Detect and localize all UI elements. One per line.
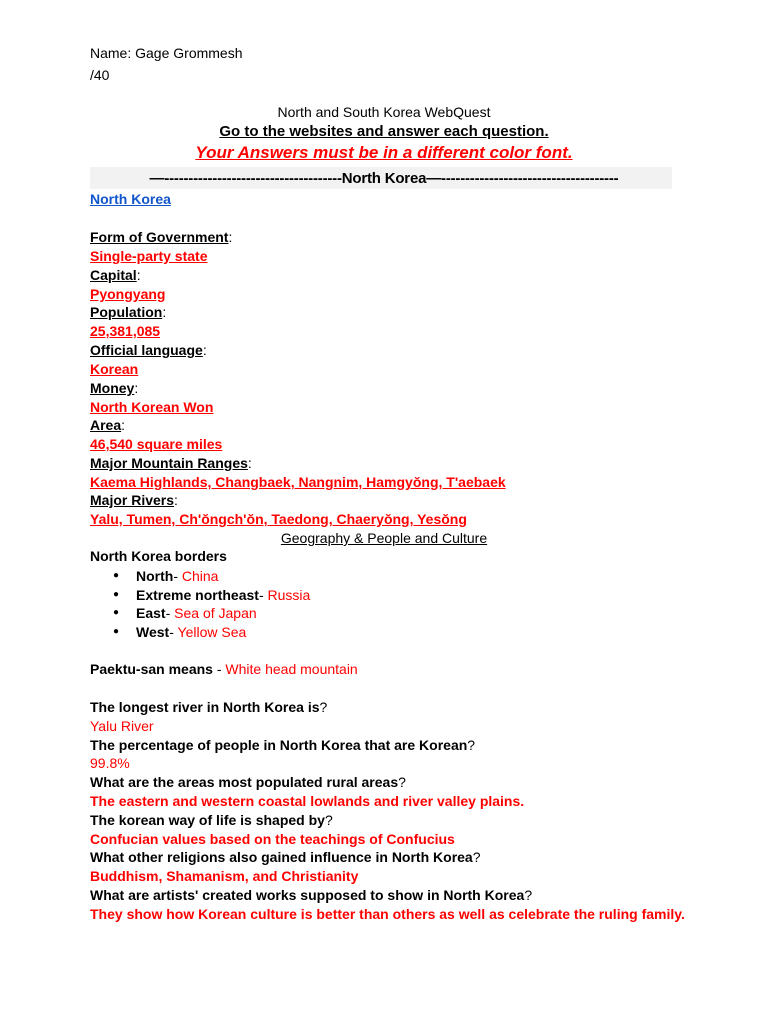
fact-label-money <box>90 379 138 397</box>
border-answer: Yellow Sea <box>177 624 247 640</box>
fact-suffix: : <box>228 229 233 245</box>
question-mark: ? <box>472 849 481 865</box>
fact-answer-money: North Korean Won <box>90 399 214 415</box>
fact-label: Official language <box>90 342 203 358</box>
fact-label: Population <box>90 304 163 320</box>
fact-label-language <box>90 341 207 359</box>
question-percentage-korean <box>90 736 475 754</box>
fact-answer-government: Single-party state <box>90 248 208 264</box>
border-sep: - <box>165 605 175 621</box>
answer-religions: Buddhism, Shamanism, and Christianity <box>90 868 359 884</box>
color-note: Your Answers must be in a different color font. <box>195 143 573 162</box>
section-divider: —-------------------------------------North Korea—------------------------------------- <box>149 170 619 187</box>
fact-label-capital <box>90 266 141 284</box>
question-text: What other religions also gained influence in North Korea <box>90 849 473 865</box>
border-sep: - <box>258 587 268 603</box>
fact-answer-population: 25,381,085 <box>90 323 161 339</box>
student-name: Name: Gage Grommesh <box>90 45 243 61</box>
fact-suffix: : <box>174 492 178 508</box>
north-korea-link[interactable]: North Korea <box>90 191 171 207</box>
bullet-icon: ● <box>113 589 120 600</box>
fact-suffix: : <box>121 417 126 433</box>
border-sep: - <box>169 624 178 640</box>
border-direction: North <box>136 568 174 584</box>
question-mark: ? <box>324 812 333 828</box>
fact-label-population <box>90 303 166 321</box>
question-text: The percentage of people in North Korea that are Korean <box>90 737 468 753</box>
fact-suffix: : <box>134 380 139 396</box>
geography-heading <box>0 529 768 547</box>
question-text: What are artists' created works supposed to show in North Korea <box>90 887 525 903</box>
border-item-east <box>136 604 257 622</box>
question-text: What are the areas most populated rural areas <box>90 774 399 790</box>
fact-label-rivers <box>90 491 178 509</box>
fact-answer-language: Korean <box>90 361 139 377</box>
fact-answer-rivers: Yalu, Tumen, Ch'ŏngch'ŏn, Taedong, Chaeryŏng, Yesŏng <box>90 511 467 527</box>
paektu-sep: - <box>212 661 226 677</box>
score-field: /40 <box>90 67 110 83</box>
paektu-line <box>90 660 358 678</box>
document-title: North and South Korea WebQuest <box>277 104 491 120</box>
answer-way-of-life: Confucian values based on the teachings of Confucius <box>90 831 455 847</box>
answer-percentage-korean: 99.8% <box>90 755 130 771</box>
fact-label-government <box>90 228 232 246</box>
border-item-west <box>136 623 246 641</box>
fact-suffix: : <box>162 304 167 320</box>
question-way-of-life <box>90 811 333 829</box>
border-answer: Sea of Japan <box>174 605 257 621</box>
border-direction: West <box>136 624 170 640</box>
answer-artists: They show how Korean culture is better than others as well as celebrate the ruling family. <box>90 906 685 922</box>
bullet-icon: ● <box>113 607 120 618</box>
answer-longest-river: Yalu River <box>90 718 154 734</box>
fact-label: Major Rivers <box>90 492 175 508</box>
question-mark: ? <box>467 737 476 753</box>
fact-label: Money <box>90 380 135 396</box>
question-artists <box>90 886 532 904</box>
question-religions <box>90 848 481 866</box>
answer-rural-areas: The eastern and western coastal lowlands and river valley plains. <box>90 793 525 809</box>
question-text: The korean way of life is shaped by <box>90 812 325 828</box>
paektu-answer: White head mountain <box>225 661 358 677</box>
border-direction: Extreme northeast <box>136 587 259 603</box>
border-direction: East <box>136 605 166 621</box>
border-sep: - <box>173 568 182 584</box>
fact-answer-mountains: Kaema Highlands, Changbaek, Nangnim, Hamgyŏng, T'aebaek <box>90 474 506 490</box>
fact-label: Form of Government <box>90 229 229 245</box>
borders-label: North Korea borders <box>90 548 227 564</box>
fact-label-mountains <box>90 454 252 472</box>
fact-answer-area: 46,540 square miles <box>90 436 223 452</box>
question-longest-river <box>90 698 327 716</box>
border-answer: China <box>181 568 219 584</box>
geography-heading-text: Geography & People and Culture <box>280 530 488 546</box>
fact-suffix: : <box>247 455 252 471</box>
instruction-text: Go to the websites and answer each question. <box>219 123 549 140</box>
bullet-icon: ● <box>113 626 120 637</box>
question-mark: ? <box>319 699 328 715</box>
fact-label: Capital <box>90 267 137 283</box>
fact-suffix: : <box>202 342 207 358</box>
fact-label: Area <box>90 417 122 433</box>
fact-suffix: : <box>136 267 141 283</box>
question-text: The longest river in North Korea is <box>90 699 320 715</box>
paektu-label: Paektu-san means <box>90 661 213 677</box>
border-item-north <box>136 567 218 585</box>
bullet-icon: ● <box>113 570 120 581</box>
question-mark: ? <box>524 887 533 903</box>
fact-label: Major Mountain Ranges <box>90 455 248 471</box>
border-answer: Russia <box>267 587 311 603</box>
fact-label-area <box>90 416 125 434</box>
border-item-northeast <box>136 586 310 604</box>
question-rural-areas <box>90 773 406 791</box>
question-mark: ? <box>398 774 406 790</box>
fact-answer-capital: Pyongyang <box>90 286 166 302</box>
